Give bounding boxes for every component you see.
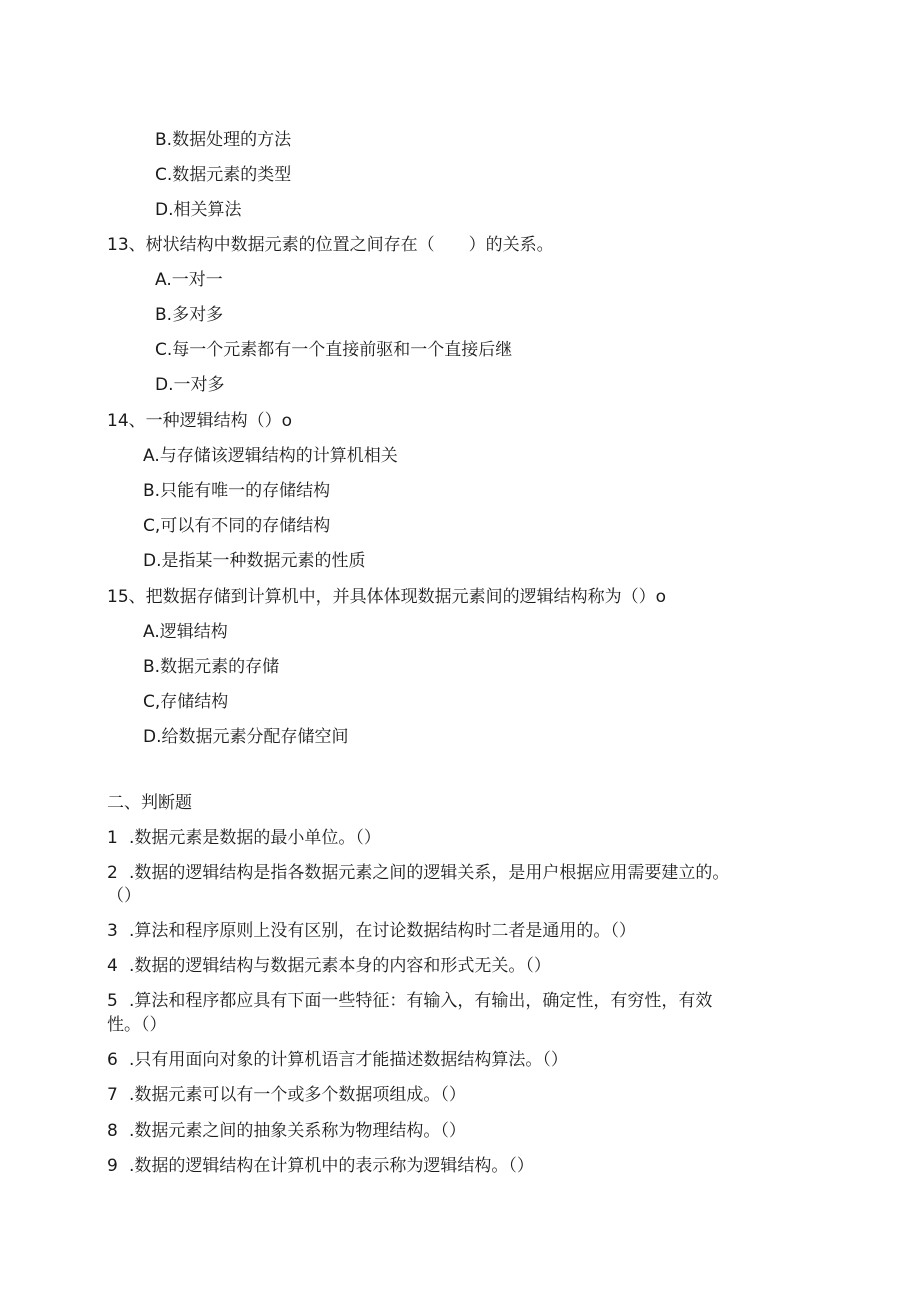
question-14: 14、一种逻辑结构（）o — [107, 411, 293, 431]
item-text: .数据的逻辑结构在计算机中的表示称为逻辑结构。（） — [129, 1156, 534, 1176]
judgment-item — [107, 826, 381, 850]
item-number: 4 — [107, 956, 118, 976]
item-number: 8 — [107, 1121, 118, 1141]
q13-option-a: A.一对一 — [155, 270, 223, 290]
q13-option-c: C.每一个元素都有一个直接前驱和一个直接后继 — [155, 340, 513, 360]
item-text: .只有用面向对象的计算机语言才能描述数据结构算法。（） — [129, 1050, 568, 1070]
q15-option-c: C,存储结构 — [143, 692, 229, 712]
item-number: 7 — [107, 1085, 118, 1105]
q14-option-b: B.只能有唯一的存储结构 — [143, 481, 331, 501]
judgment-item — [107, 954, 551, 978]
item-text: .数据元素可以有一个或多个数据项组成。（） — [129, 1085, 466, 1105]
section-title: 二、判断题 — [107, 793, 192, 813]
item-text: .数据的逻辑结构与数据元素本身的内容和形式无关。（） — [129, 956, 551, 976]
item-number: 5 — [107, 991, 118, 1011]
q13-option-b: B.多对多 — [155, 305, 224, 325]
judgment-item — [107, 1083, 466, 1107]
q15-option-d: D.给数据元素分配存储空间 — [143, 727, 349, 747]
judgment-item — [107, 919, 636, 943]
question-13: 13、树状结构中数据元素的位置之间存在（ ）的关系。 — [107, 235, 554, 255]
question-15: 15、把数据存储到计算机中，并具体体现数据元素间的逻辑结构称为（）o — [107, 587, 667, 607]
q14-option-c: C,可以有不同的存储结构 — [143, 516, 331, 536]
item-text: .数据的逻辑结构是指各数据元素之间的逻辑关系，是用户根据应用需要建立的。 — [129, 863, 730, 883]
item-number: 2 — [107, 863, 118, 883]
judgment-item — [107, 1048, 568, 1072]
q13-option-d: D.一对多 — [155, 375, 225, 395]
q15-option-a: A.逻辑结构 — [143, 622, 228, 642]
item-number: 3 — [107, 921, 118, 941]
item-number: 9 — [107, 1156, 118, 1176]
q15-option-b: B.数据元素的存储 — [143, 657, 280, 677]
judgment-item — [107, 1154, 534, 1178]
item-text: .数据元素之间的抽象关系称为物理结构。（） — [129, 1121, 466, 1141]
item-text: .算法和程序原则上没有区别，在讨论数据结构时二者是通用的。（） — [129, 921, 636, 941]
item-text: .算法和程序都应具有下面一些特征：有输入，有输出，确定性，有穷性，有效 — [129, 991, 713, 1011]
q14-option-d: D.是指某一种数据元素的性质 — [143, 551, 366, 571]
judgment-item — [107, 1119, 466, 1143]
option-d: D.相关算法 — [155, 200, 242, 220]
item-text: .数据元素是数据的最小单位。（） — [129, 828, 381, 848]
q14-option-a: A.与存储该逻辑结构的计算机相关 — [143, 446, 398, 466]
item-continuation: （） — [107, 886, 141, 906]
item-continuation: 性。（） — [107, 1015, 167, 1035]
item-number: 1 — [107, 828, 118, 848]
judgment-item — [107, 861, 729, 885]
item-number: 6 — [107, 1050, 118, 1070]
judgment-item — [107, 989, 712, 1013]
option-c: C.数据元素的类型 — [155, 165, 292, 185]
option-b: B.数据处理的方法 — [155, 130, 292, 150]
